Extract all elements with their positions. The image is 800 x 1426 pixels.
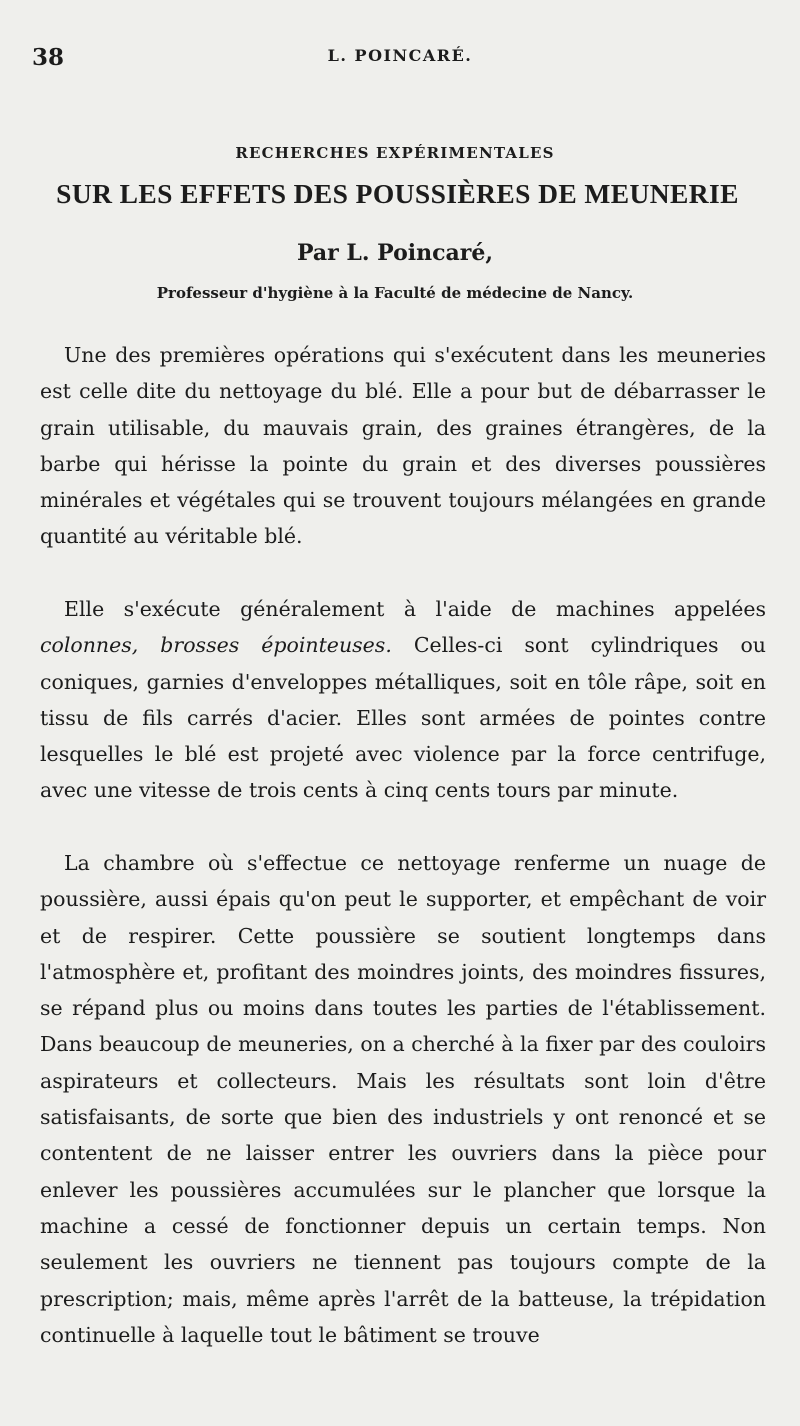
paragraph-2-italic-terms: colonnes, brosses épointeuses. <box>40 633 392 658</box>
body-paragraph-2 <box>40 591 766 809</box>
paragraph-2-text-end: Celles-ci sont cylindriques ou coniques, garnies d'enveloppes métalliques, soit en tôle râpe, soit en tissu de fils carrés d'acier. Elles sont armées de pointes contre lesquelles le blé est projeté avec violence par la force centrifuge, avec une vitesse de trois cents à cinq cents tours par minute. <box>40 633 767 803</box>
body-paragraph-3 <box>40 845 766 1353</box>
paragraph-1-text: Une des premières opérations qui s'exécutent dans les meuneries est celle dite du nettoyage du blé. Elle a pour but de débarrasser le grain utilisable, du mauvais grain, des graines étrangères, de la barbe qui hérisse la pointe du grain et des diverses poussières minérales et végétales qui se trouvent toujours mélangées en grande quantité au véritable blé. <box>40 343 766 549</box>
body-paragraph-1 <box>40 337 766 555</box>
author-affiliation: Professeur d'hygiène à la Faculté de médecine de Nancy. <box>156 284 634 302</box>
page-number: 38 <box>32 44 65 71</box>
paragraph-2-text-start: Elle s'exécute généralement à l'aide de machines appelées <box>64 597 766 621</box>
article-title: SUR LES EFFETS DES POUSSIÈRES DE MEUNERIE <box>56 178 739 209</box>
article-kicker: RECHERCHES EXPÉRIMENTALES <box>235 144 555 162</box>
article-byline: Par L. Poincaré, <box>296 240 494 266</box>
paragraph-3-text: La chambre où s'effectue ce nettoyage renferme un nuage de poussière, aussi épais qu'on peut le supporter, et empêchant de voir et de respirer. Cette poussière se soutient longtemps dans l'atmosphère et, profitant des moindres joints, des moindres fissures, se répand plus ou moins dans toutes les parties de l'établissement. Dans beaucoup de meuneries, on a cherché à la fixer par des couloirs aspirateurs et collecteurs. Mais les résultats sont loin d'être satisfaisants, de sorte que bien des industriels y ont renoncé et se contentent de ne laisser entrer les ouvriers dans la pièce pour enlever les poussières accumulées sur le plancher que lorsque la machine a cessé de fonctionner depuis un certain temps. Non seulement les ouvriers ne tiennent pas toujours compte de la prescription; mais, même après l'arrêt de la batteuse, la trépidation continuelle à laquelle tout le bâtiment se trouve <box>40 851 766 1347</box>
running-head: L. POINCARÉ. <box>327 46 473 65</box>
